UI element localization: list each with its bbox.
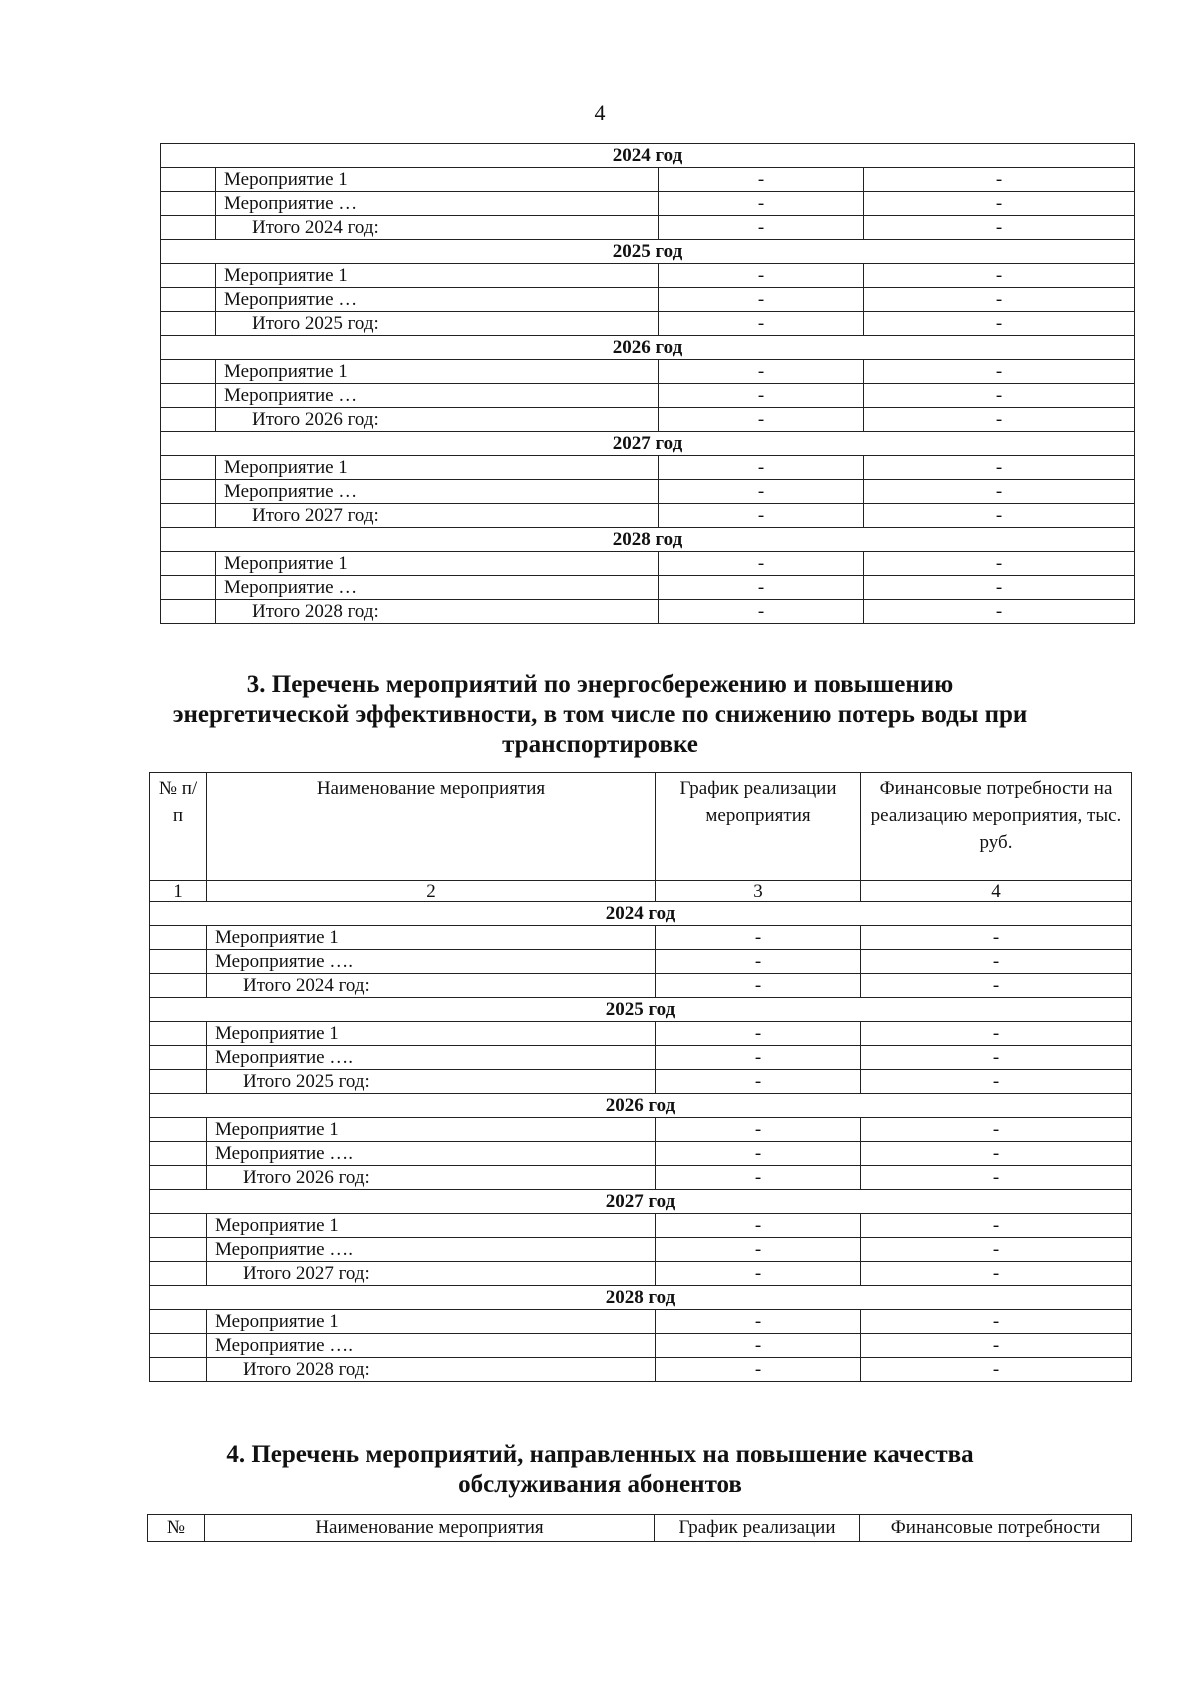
schedule-value: - — [659, 312, 864, 336]
schedule-value: - — [656, 1334, 861, 1358]
total-row — [161, 312, 1135, 336]
column-number: 1 — [150, 881, 207, 902]
year-heading: 2025 год — [161, 240, 1135, 264]
continued-events-table — [160, 143, 1135, 624]
finance-value: - — [864, 408, 1135, 432]
row-number-cell — [161, 600, 216, 624]
year-heading: 2028 год — [161, 528, 1135, 552]
schedule-value: - — [659, 456, 864, 480]
row-number-cell — [161, 480, 216, 504]
year-heading: 2026 год — [161, 336, 1135, 360]
finance-value: - — [864, 600, 1135, 624]
finance-value: - — [864, 384, 1135, 408]
header-name: Наименование мероприятия — [205, 1515, 655, 1542]
total-label: Итого 2024 год: — [207, 974, 656, 998]
column-number: 2 — [207, 881, 656, 902]
row-number-cell — [161, 216, 216, 240]
event-name: Мероприятие … — [216, 192, 659, 216]
year-heading: 2026 год — [150, 1094, 1132, 1118]
row-number-cell — [161, 456, 216, 480]
section4-title — [0, 1440, 1200, 1500]
row-number-cell — [161, 408, 216, 432]
year-row — [161, 144, 1135, 168]
event-name: Мероприятие 1 — [207, 926, 656, 950]
year-row — [161, 528, 1135, 552]
table-row — [150, 1046, 1132, 1070]
event-name: Мероприятие … — [216, 384, 659, 408]
event-name: Мероприятие …. — [207, 1046, 656, 1070]
finance-value: - — [864, 456, 1135, 480]
section3-title-line2: энергетической эффективности, в том числе по снижению потерь воды при — [172, 701, 1028, 728]
header-schedule: График реализации — [655, 1515, 860, 1542]
table-row — [161, 288, 1135, 312]
schedule-value: - — [656, 1262, 861, 1286]
finance-value: - — [864, 312, 1135, 336]
schedule-value: - — [656, 950, 861, 974]
table-row — [150, 950, 1132, 974]
row-number-cell — [161, 576, 216, 600]
total-row — [161, 408, 1135, 432]
total-label: Итого 2028 год: — [207, 1358, 656, 1382]
event-name: Мероприятие …. — [207, 950, 656, 974]
section3-title — [0, 670, 1200, 760]
table-row — [150, 1310, 1132, 1334]
service-quality-events-table — [147, 1514, 1132, 1542]
total-row — [150, 1070, 1132, 1094]
section3-title-line1: 3. Перечень мероприятий по энергосбережению и повышению — [246, 671, 954, 698]
total-row — [150, 1358, 1132, 1382]
schedule-value: - — [656, 1070, 861, 1094]
row-number-cell — [161, 288, 216, 312]
event-name: Мероприятие …. — [207, 1334, 656, 1358]
table-row — [150, 1142, 1132, 1166]
schedule-value: - — [659, 600, 864, 624]
row-number-cell — [161, 192, 216, 216]
finance-value: - — [861, 1310, 1132, 1334]
year-heading: 2024 год — [150, 902, 1132, 926]
row-number-cell — [150, 974, 207, 998]
schedule-value: - — [659, 576, 864, 600]
schedule-value: - — [659, 408, 864, 432]
page-number: 4 — [594, 100, 606, 125]
table-header-row — [148, 1515, 1132, 1542]
event-name: Мероприятие 1 — [216, 360, 659, 384]
schedule-value: - — [656, 1118, 861, 1142]
schedule-value: - — [659, 504, 864, 528]
event-name: Мероприятие …. — [207, 1238, 656, 1262]
finance-value: - — [861, 1118, 1132, 1142]
year-heading: 2027 год — [161, 432, 1135, 456]
event-name: Мероприятие 1 — [216, 456, 659, 480]
row-number-cell — [161, 312, 216, 336]
finance-value: - — [861, 926, 1132, 950]
finance-value: - — [861, 1166, 1132, 1190]
header-schedule: График реализации мероприятия — [656, 773, 861, 881]
section3-title-line3: транспортировке — [502, 731, 698, 758]
total-row — [150, 1166, 1132, 1190]
header-finance: Финансовые потребности — [860, 1515, 1132, 1542]
row-number-cell — [161, 168, 216, 192]
event-name: Мероприятие … — [216, 288, 659, 312]
year-row — [150, 998, 1132, 1022]
row-number-cell — [161, 552, 216, 576]
table-row — [150, 926, 1132, 950]
total-label: Итого 2027 год: — [216, 504, 659, 528]
finance-value: - — [861, 1334, 1132, 1358]
energy-saving-events-table — [149, 772, 1132, 1382]
total-label: Итого 2027 год: — [207, 1262, 656, 1286]
table-row — [161, 456, 1135, 480]
total-label: Итого 2028 год: — [216, 600, 659, 624]
finance-value: - — [864, 360, 1135, 384]
finance-value: - — [864, 168, 1135, 192]
event-name: Мероприятие 1 — [207, 1118, 656, 1142]
total-label: Итого 2025 год: — [207, 1070, 656, 1094]
schedule-value: - — [656, 974, 861, 998]
total-label: Итого 2025 год: — [216, 312, 659, 336]
row-number-cell — [150, 950, 207, 974]
year-heading: 2025 год — [150, 998, 1132, 1022]
year-row — [161, 432, 1135, 456]
row-number-cell — [150, 1238, 207, 1262]
schedule-value: - — [656, 1358, 861, 1382]
header-no: № — [148, 1515, 205, 1542]
schedule-value: - — [659, 384, 864, 408]
schedule-value: - — [656, 1310, 861, 1334]
finance-value: - — [864, 192, 1135, 216]
header-finance: Финансовые потребности на реализацию мероприятия, тыс. руб. — [861, 773, 1132, 881]
total-row — [150, 974, 1132, 998]
row-number-cell — [150, 1070, 207, 1094]
finance-value: - — [864, 288, 1135, 312]
year-row — [161, 336, 1135, 360]
schedule-value: - — [656, 1022, 861, 1046]
row-number-cell — [150, 1118, 207, 1142]
row-number-cell — [150, 1046, 207, 1070]
finance-value: - — [861, 1070, 1132, 1094]
section4-title-line1: 4. Перечень мероприятий, направленных на повышение качества — [226, 1441, 974, 1468]
table-row — [150, 1334, 1132, 1358]
schedule-value: - — [656, 1046, 861, 1070]
event-name: Мероприятие … — [216, 576, 659, 600]
row-number-cell — [150, 1142, 207, 1166]
table-row — [161, 360, 1135, 384]
energy-saving-table-body — [150, 773, 1132, 1382]
table-row — [150, 1214, 1132, 1238]
total-row — [161, 504, 1135, 528]
event-name: Мероприятие 1 — [216, 168, 659, 192]
event-name: Мероприятие 1 — [207, 1214, 656, 1238]
table-row — [161, 384, 1135, 408]
row-number-cell — [150, 1166, 207, 1190]
total-label: Итого 2026 год: — [216, 408, 659, 432]
table-row — [150, 1022, 1132, 1046]
table-row — [161, 480, 1135, 504]
continued-table-body — [161, 144, 1135, 624]
row-number-cell — [161, 384, 216, 408]
schedule-value: - — [656, 1214, 861, 1238]
year-row — [150, 1094, 1132, 1118]
schedule-value: - — [659, 216, 864, 240]
row-number-cell — [150, 1358, 207, 1382]
finance-value: - — [861, 950, 1132, 974]
header-no: № п/п — [150, 773, 207, 881]
year-heading: 2027 год — [150, 1190, 1132, 1214]
row-number-cell — [150, 1022, 207, 1046]
table-row — [161, 168, 1135, 192]
year-row — [150, 1286, 1132, 1310]
finance-value: - — [861, 1142, 1132, 1166]
table-row — [161, 576, 1135, 600]
table-row — [150, 1118, 1132, 1142]
row-number-cell — [161, 360, 216, 384]
schedule-value: - — [656, 1166, 861, 1190]
column-number: 3 — [656, 881, 861, 902]
table-row — [150, 1238, 1132, 1262]
total-row — [161, 216, 1135, 240]
schedule-value: - — [656, 926, 861, 950]
section4-title-line2: обслуживания абонентов — [458, 1471, 742, 1498]
finance-value: - — [864, 576, 1135, 600]
row-number-cell — [150, 1262, 207, 1286]
schedule-value: - — [656, 1142, 861, 1166]
finance-value: - — [864, 216, 1135, 240]
event-name: Мероприятие 1 — [216, 552, 659, 576]
schedule-value: - — [659, 264, 864, 288]
finance-value: - — [864, 504, 1135, 528]
row-number-cell — [150, 1310, 207, 1334]
year-row — [161, 240, 1135, 264]
total-row — [150, 1262, 1132, 1286]
event-name: Мероприятие 1 — [207, 1022, 656, 1046]
event-name: Мероприятие 1 — [216, 264, 659, 288]
finance-value: - — [864, 264, 1135, 288]
total-label: Итого 2024 год: — [216, 216, 659, 240]
schedule-value: - — [659, 168, 864, 192]
event-name: Мероприятие 1 — [207, 1310, 656, 1334]
schedule-value: - — [659, 360, 864, 384]
column-number: 4 — [861, 881, 1132, 902]
column-number-row — [150, 881, 1132, 902]
total-label: Итого 2026 год: — [207, 1166, 656, 1190]
table-row — [161, 552, 1135, 576]
table-header-row — [150, 773, 1132, 881]
finance-value: - — [861, 974, 1132, 998]
header-name: Наименование мероприятия — [207, 773, 656, 881]
year-row — [150, 1190, 1132, 1214]
finance-value: - — [864, 480, 1135, 504]
total-row — [161, 600, 1135, 624]
schedule-value: - — [656, 1238, 861, 1262]
row-number-cell — [150, 1334, 207, 1358]
row-number-cell — [150, 1214, 207, 1238]
finance-value: - — [861, 1262, 1132, 1286]
finance-value: - — [861, 1046, 1132, 1070]
finance-value: - — [861, 1214, 1132, 1238]
finance-value: - — [861, 1238, 1132, 1262]
table-row — [161, 264, 1135, 288]
schedule-value: - — [659, 192, 864, 216]
schedule-value: - — [659, 480, 864, 504]
schedule-value: - — [659, 288, 864, 312]
year-heading: 2028 год — [150, 1286, 1132, 1310]
event-name: Мероприятие …. — [207, 1142, 656, 1166]
year-row — [150, 902, 1132, 926]
finance-value: - — [864, 552, 1135, 576]
row-number-cell — [161, 504, 216, 528]
finance-value: - — [861, 1022, 1132, 1046]
row-number-cell — [161, 264, 216, 288]
year-heading: 2024 год — [161, 144, 1135, 168]
schedule-value: - — [659, 552, 864, 576]
row-number-cell — [150, 926, 207, 950]
table-row — [161, 192, 1135, 216]
event-name: Мероприятие … — [216, 480, 659, 504]
finance-value: - — [861, 1358, 1132, 1382]
